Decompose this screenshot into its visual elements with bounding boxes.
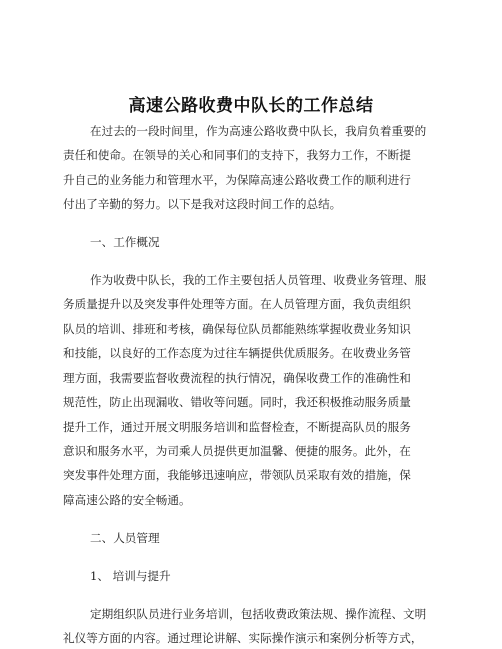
subsection-heading: 1、 培训与提升 <box>90 569 171 583</box>
paragraph-line: 在过去的一段时间里，作为高速公路收费中队长，我肩负着重要的 <box>90 124 427 138</box>
paragraph-line: 障高速公路的安全畅通。 <box>63 493 191 507</box>
paragraph-line: 升自己的业务能力和管理水平，为保障高速公路收费工作的顺利进行 <box>63 173 411 187</box>
section-heading: 二、人员管理 <box>90 531 160 545</box>
paragraph-line: 务质量提升以及突发事件处理等方面。在人员管理方面，我负责组织 <box>63 297 411 311</box>
paragraph-line: 突发事件处理方面，我能够迅速响应，带领队员采取有效的措施，保 <box>63 468 411 482</box>
paragraph-line: 责任和使命。在领导的关心和同事们的支持下，我努力工作，不断提 <box>63 148 411 162</box>
paragraph-line: 和技能，以良好的工作态度为过往车辆提供优质服务。在收费业务管 <box>63 346 411 360</box>
paragraph-line: 意识和服务水平，为司乘人员提供更加温馨、便捷的服务。此外，在 <box>63 444 411 458</box>
paragraph-line: 付出了辛勤的努力。以下是我对这段时间工作的总结。 <box>63 197 342 211</box>
paragraph-line: 队员的培训、排班和考核，确保每位队员都能熟练掌握收费业务知识 <box>63 322 411 336</box>
section-heading: 一、工作概况 <box>90 235 160 249</box>
paragraph-line: 礼仪等方面的内容。通过理论讲解、实际操作演示和案例分析等方式， <box>63 631 423 645</box>
paragraph-line: 提升工作，通过开展文明服务培训和监督检查，不断提高队员的服务 <box>63 420 411 434</box>
paragraph-line: 定期组织队员进行业务培训，包括收费政策法规、操作流程、文明 <box>90 607 427 621</box>
paragraph-line: 理方面，我需要监督收费流程的执行情况，确保收费工作的准确性和 <box>63 371 411 385</box>
paragraph-line: 作为收费中队长，我的工作主要包括人员管理、收费业务管理、服 <box>90 273 427 287</box>
document-title: 高速公路收费中队长的工作总结 <box>128 96 374 116</box>
paragraph-line: 规范性，防止出现漏收、错收等问题。同时，我还积极推动服务质量 <box>63 395 411 409</box>
